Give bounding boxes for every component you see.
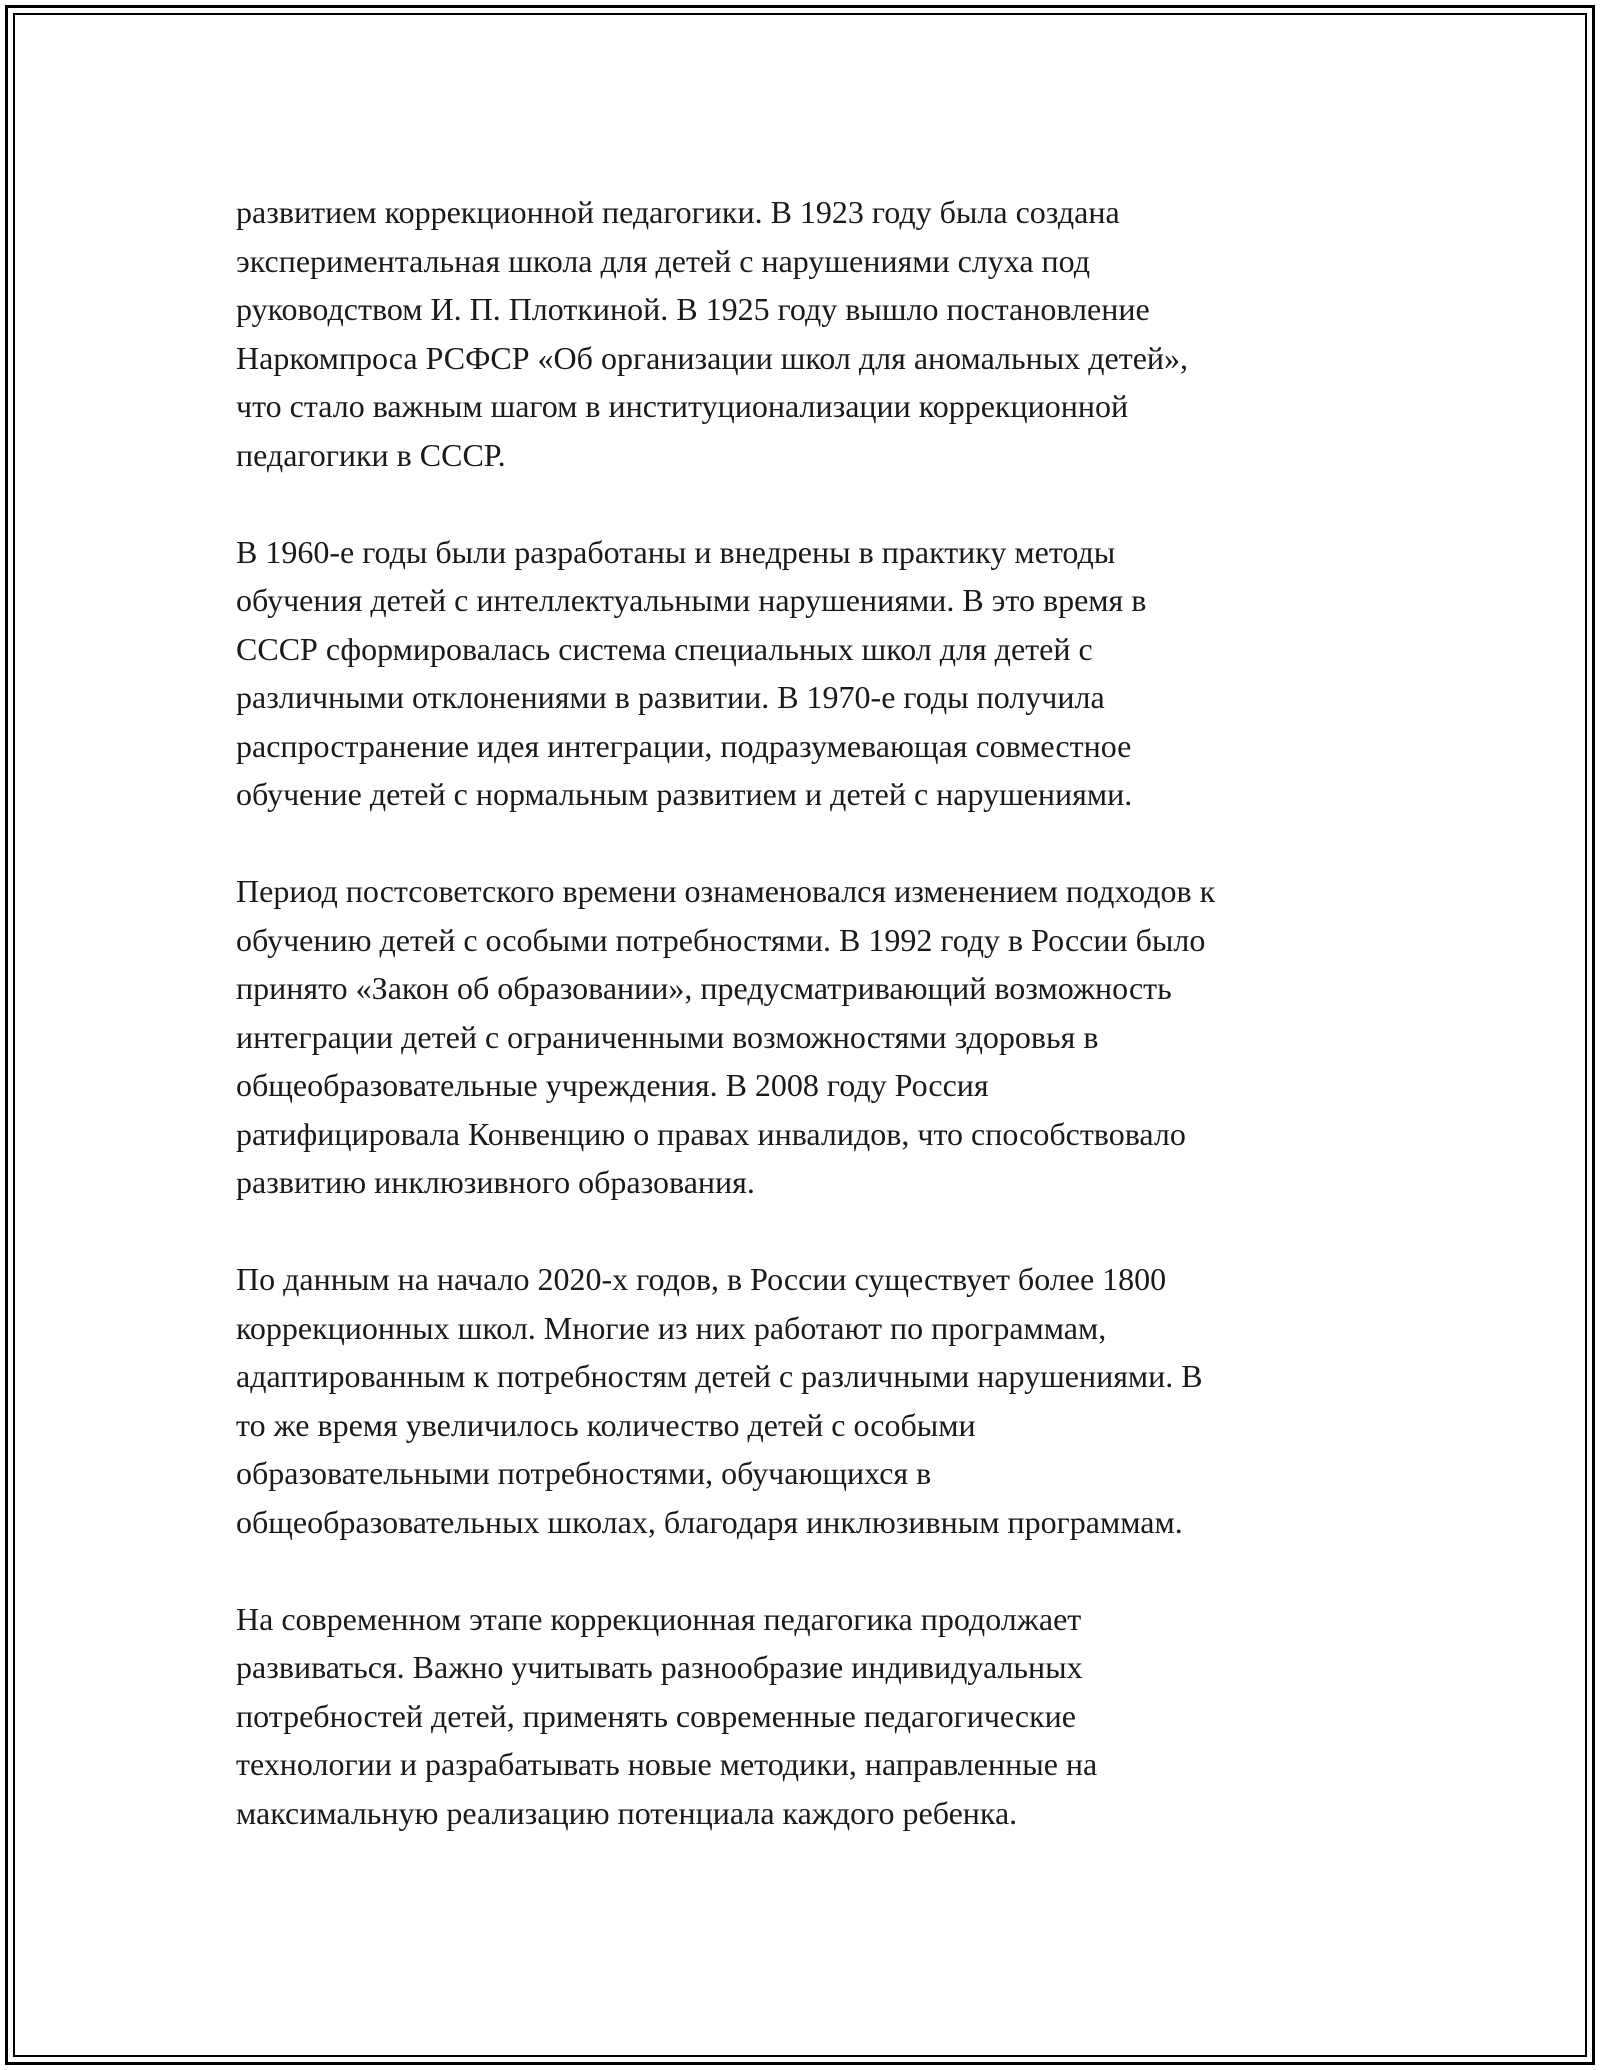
paragraph-modern-stage: На современном этапе коррекционная педагогика продолжает развиваться. Важно учитывать разнообразие индивидуальных потребностей детей, применять современные педагогические технологии и разрабатывать новые методики, направленные на максимальную реализацию потенциала каждого ребенка. xyxy=(236,1600,1098,1831)
paragraph-1960s-1970s: В 1960-е годы были разработаны и внедрены в практику методы обучения детей с интеллектуальными нарушениями. В это время в СССР сформировалась система специальных школ для детей с различными отклонениями в развитии. В 1970-е годы получила распространение идея интеграции, подразумевающая совместное обучение детей с нормальным развитием и детей с нарушениями. xyxy=(236,533,1147,812)
paragraph-post-soviet: Период постсоветского времени ознаменовался изменением подходов к обучению детей с особыми потребностями. В 1992 году в России было принято «Закон об образовании», предусматривающий возможность интеграции детей с ограниченными возможностями здоровья в общеобразовательные учреждения. В 2008 году Россия ратифицировала Конвенцию о правах инвалидов, что способствовало развитию инклюзивного образования. xyxy=(236,873,1216,1200)
paragraph-history-1920s: развитием коррекционной педагогики. В 1923 году была создана экспериментальная школа для детей с нарушениями слуха под руководством И. П. Плоткиной. В 1925 году вышло постановление Наркомпроса РСФСР «Об организации школ для аномальных детей», что стало важным шагом в институционализации коррекционной педагогики в СССР. xyxy=(236,194,1189,473)
paragraph-2020s-statistics: По данным на начало 2020-х годов, в России существует более 1800 коррекционных школ. Многие из них работают по программам, адаптированным к потребностям детей с различными нарушениями. В то же время увеличилось количество детей с особыми образовательными потребностями, обучающихся в общеобразовательных школах, благодаря инклюзивным программам. xyxy=(236,1261,1203,1540)
document-body xyxy=(236,188,1376,1886)
